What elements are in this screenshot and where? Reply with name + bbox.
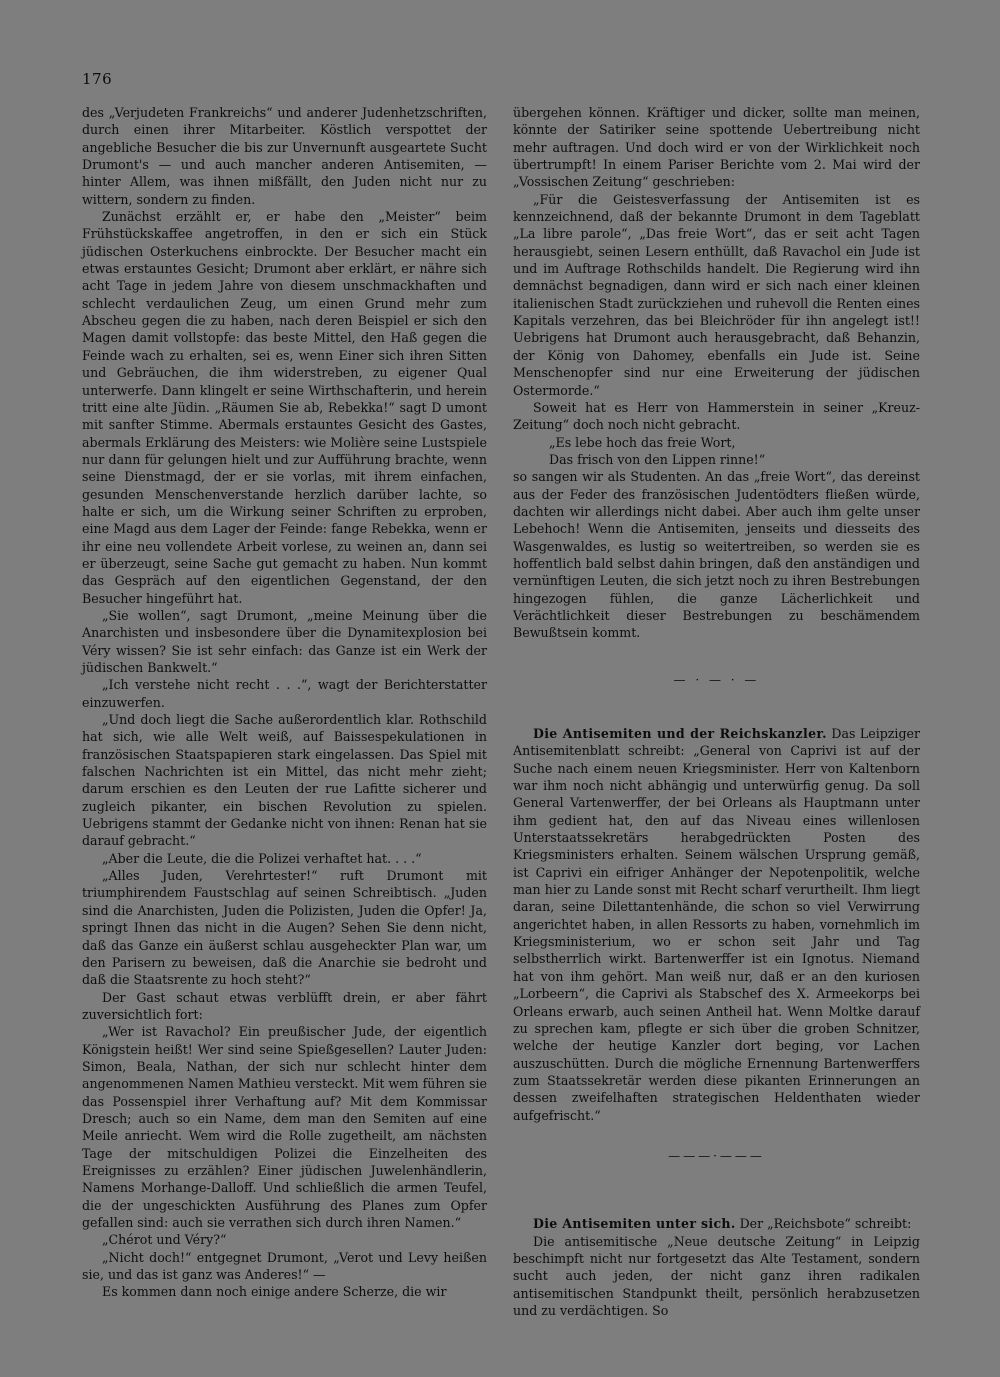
section-reichskanzler (513, 725, 920, 1124)
verse-line: „Es lebe hoch das freie Wort, (549, 434, 736, 450)
paragraph: des „Verjudeten Frankreichs“ und anderer Judenhetzschriften, durch einen ihrer Mitarbeiter. Köstlich verspottet der angebliche Besucher die bis zur Unvernunft ausgeartete Sucht Drumont's — und auch mancher anderen Antisemiten, — hinter Allem, was ihnen mißfällt, den Juden nicht nur zu wittern, sondern zu finden. (82, 105, 487, 207)
paragraph: Zunächst erzählt er, er habe den „Meister“ beim Frühstückskaffee angetroffen, in den er sich ein Stück jüdischen Osterkuchens einbrockte. Der Besucher macht ein etwas erstauntes Gesicht; Drumont aber erklärt, er nähre sich acht Tage in jedem Jahre von diesem unschmackhaften und schlecht verdaulichen Zeug, um einen Grund mehr zum Abscheu gegen die zu haben, nach deren Beispiel er sich den Magen damit vollstopfe: das beste Mittel, den Haß gegen die Feinde wach zu erhalten, sei es, wenn Einer sich ihren Sitten und Gebräuchen, die ihm widerstreben, zu eigener Qual unterwerfe. Dann klingelt er seine Wirthschafterin, und herein tritt eine alte Jüdin. „Räumen Sie ab, Rebekka!“ sagt D umont mit sanfter Stimme. Abermals erstauntes Gesicht des Gastes, abermals Erklärung des Meisters: wie Molière seine Lustspiele nur dann für gelungen hielt und zur Aufführung brachte, wenn seine Dienstmagd, der er sie vorlas, mit ihrem einfachen, gesunden Menschenverstande herzlich darüber lachte, so halte er sich, um die Wirkung seiner Schriften zu erproben, eine Magd aus dem Lager der Feinde: fange Rebekka, wenn er ihr eine neu vollendete Arbeit vorlese, zu weinen an, dann sei er überzeugt, seine Sache gut gemacht zu haben. Nun kommt das Gespräch auf den eigentlichen Gegenstand, der den Besucher hingeführt hat. (82, 209, 487, 606)
section-text: Das Leipziger Antisemitenblatt schreibt: „General von Caprivi ist auf der Suche nach einem neuen Kriegsminister. Herr von Kaltenborn war ihm noch nicht abhängig und unterwürfig genug. Da soll General Vartenwerffer, der bei Orleans als Hauptmann unter ihm gedient hat, den auf das Niveau eines willenlosen Unterstaatssekretärs herabgedrückten Posten des Kriegsministers erhalten. Seinem wälschen Ursprung gemäß, ist Caprivi ein eifriger Anhänger der Nepotenpolitik, welche man hier zu Lande sonst mit Recht scharf verurtheilt. Ihm liegt daran, seine Dilettantenhände, die schon so viel Verwirrung angerichtet haben, in allen Ressorts zu haben, vornehmlich im Kriegsministerium, wo er schon seit Jahr und Tag selbstherrlich wirkt. Bartenwerffer ist ein Ignotus. Niemand hat von ihm gehört. Man weiß nur, daß er an den kuriosen „Lorbeern“, die Caprivi als Stabschef des X. Armeekorps bei Orleans erwarb, auch seinen Antheil hat. Wenn Moltke darauf zu sprechen kam, pflegte er sich über die groben Schnitzer, welche der heutige Kanzler dort beging, vor Lachen auszuschütten. Durch die mögliche Ernennung Bartenwerffers zum Staatssekretär werden diese pikanten Erinnerungen an dessen zweifelhaften strategischen Heldenthaten wieder aufgefrischt.“ (513, 726, 920, 1123)
paragraph: „Ich verstehe nicht recht . . .“, wagt der Berichterstatter einzuwerfen. (82, 677, 487, 710)
paragraph: „Chérot und Véry?“ (102, 1232, 227, 1248)
paragraph: Es kommen dann noch einige andere Scherze, die wir (102, 1284, 447, 1300)
paragraph: so sangen wir als Studenten. An das „freie Wort“, das dereinst aus der Feder des französischen Judentödters fließen würde, dachten wir allerdings nicht dabei. Aber auch ihm gelte unser Lebehoch! Wenn die Antisemiten, jenseits und diesseits des Wasgenwaldes, es lustig so weitertreiben, so werden sie es hoffentlich bald selbst dahin bringen, daß den anständigen und vernünftigen Leuten, die sich jetzt noch zu ihren Bestrebungen hingezogen fühlen, die ganze Lächerlichkeit und Verächtlichkeit dieser Bestrebungen zu beschämendem Bewußtsein kommt. (513, 469, 920, 641)
paragraph: „Wer ist Ravachol? Ein preußischer Jude, der eigentlich Königstein heißt! Wer sind seine Spießgesellen? Lauter Juden: Simon, Beala, Nathan, der sich nur schlecht hinter dem angenommenen Namen Mathieu versteckt. Mit wem führen sie das Possenspiel ihrer Verhaftung auf? Mit dem Kommissar Dresch; auch so ein Name, dem man den Semiten auf eine Meile anriecht. Wem wird die Rolle zugetheilt, am nächsten Tage der mitschuldigen Polizei die Einzelheiten des Ereignisses zu erzählen? Einer jüdischen Juwelenhändlerin, Namens Morhange-Dalloff. Und schließlich die armen Teufel, die der ungeschickten Ausführung des Planes zum Opfer gefallen sind: auch sie verrathen sich durch ihren Namen.“ (82, 1024, 487, 1230)
section-unter-sich (513, 1215, 920, 1232)
right-column (513, 104, 920, 1319)
section-divider: ———·——— (668, 1148, 765, 1163)
section-heading: Die Antisemiten unter sich. (533, 1216, 736, 1232)
paragraph: „Sie wollen“, sagt Drumont, „meine Meinung über die Anarchisten und insbesondere über die Dynamitexplosion bei Véry wissen? Sie ist sehr einfach: das Ganze ist ein Werk der jüdischen Bankwelt.“ (82, 607, 487, 675)
page-number: 176 (82, 70, 113, 88)
section-intro: Der „Reichsbote“ schreibt: (739, 1216, 912, 1232)
paragraph: Soweit hat es Herr von Hammerstein in seiner „Kreuz-Zeitung“ doch noch nicht gebracht. (513, 399, 920, 433)
paragraph: Der Gast schaut etwas verblüfft drein, er aber fährt zuversichtlich fort: (82, 989, 487, 1022)
section-heading: Die Antisemiten und der Reichskanzler. (533, 726, 827, 741)
verse-line: Das frisch von den Lippen rinne!“ (549, 451, 766, 467)
paragraph: übergehen können. Kräftiger und dicker, sollte man meinen, könnte der Satiriker seine spottende Uebertreibung nicht mehr auftragen. Und doch wird er von der Wirklichkeit noch übertrumpft! In einem Pariser Berichte vom 2. Mai wird der „Vossischen Zeitung“ geschrieben: (513, 105, 920, 190)
paragraph: „Aber die Leute, die die Polizei verhaftet hat. . . .“ (102, 850, 422, 866)
left-column (82, 104, 487, 1301)
paragraph: „Nicht doch!“ entgegnet Drumont, „Verot und Levy heißen sie, und das ist ganz was Anderes!“ — (82, 1249, 487, 1283)
quoted-paragraph: „Für die Geistesverfassung der Antisemiten ist es kennzeichnend, daß der bekannte Drumont in dem Tageblatt „La libre parole“, „Das freie Wort“, das er seit acht Tagen herausgiebt, seinen Lesern enthüllt, daß Ravachol ein Jude ist und im Auftrage Rothschilds handelt. Die Regierung wird ihn demnächst begnadigen, dann wird er sich nach einer kleinen italienischen Stadt zurückziehen und ruhevoll die Renten eines Kapitals verzehren, das bei Bleichröder für ihn angelegt ist!! Uebrigens hat Drumont auch herausgebracht, daß Behanzin, der König von Dahomey, ebenfalls ein Jude ist. Seine Menschenopfer sind nur eine Erweiterung der jüdischen Ostermorde.“ (513, 191, 920, 398)
paragraph: Die antisemitische „Neue deutsche Zeitung“ in Leipzig beschimpft nicht nur fortgesetzt das Alte Testament, sondern sucht auch jeden, der nicht ganz ihren radikalen antisemitischen Standpunkt theilt, persönlich herabzusetzen und zu verdächtigen. So (513, 1233, 920, 1318)
section-divider: — · — · — (673, 672, 760, 687)
paragraph: „Alles Juden, Verehrtester!“ ruft Drumont mit triumphirendem Faustschlag auf seinen Schreibtisch. „Juden sind die Anarchisten, Juden die Polizisten, Juden die Opfer! Ja, springt Ihnen das nicht in die Augen? Sehen Sie denn nicht, daß das Ganze ein äußerst schlau ausgeheckter Plan war, um den Parisern zu beweisen, daß die Anarchie sie bedroht und daß die Staatsrente zu hoch steht?“ (82, 868, 487, 988)
paragraph: „Und doch liegt die Sache außerordentlich klar. Rothschild hat sich, wie alle Welt weiß, auf Baissespekulationen in französischen Staatspapieren stark eingelassen. Das Spiel mit falschen Nachrichten ist ein Mittel, das nicht mehr zieht; darum erschien es den Leuten der rue Lafitte sicherer und zugleich pikanter, ein bischen Revolution zu spielen. Uebrigens stammt der Gedanke nicht von ihnen: Renan hat sie darauf gebracht.“ (82, 712, 487, 849)
